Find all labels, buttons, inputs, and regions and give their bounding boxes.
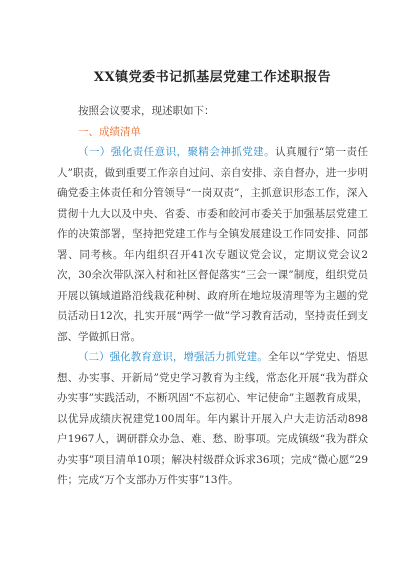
item-1-heading: （一）强化责任意识，聚精会神抓党建。 <box>78 146 276 158</box>
item-2-heading: （二）强化教育意识，增强活力抓党建。 <box>78 351 268 363</box>
opening-paragraph: 按照会议要求，现述职如下： <box>78 105 215 117</box>
paragraph-item-2 <box>57 347 368 491</box>
paragraph-item-1 <box>57 142 368 347</box>
section-heading-achievements: 一、成绩清单 <box>78 125 141 138</box>
document-title: XX镇党委书记抓基层党建工作述职报告 <box>93 70 332 85</box>
item-2-body: 全年以“学党史、悟思想、办实事、开新局”党史学习教育为主线，常态化开展“我为群众办实事”实践活动，不断巩固“不忘初心、牢记使命”主题教育成果，以优异成绩庆祝建党100周年。年内累计开展入户大走访活动898户1967人，调研群众办急、难、愁、盼事项。完成镇级“我为群众办实事”项目清单10项；解决村级群众诉求36项；完成“微心愿”29件；完成“万个支部办万件实事”13件。 <box>57 351 368 486</box>
item-1-body: 认真履行“第一责任人”职责，做到重要工作亲自过问、亲自安排、亲自督办，进一步明确党委主体责任和分管领导“一岗双责”，主抓意识形态工作，深入贯彻十九大以及中央、省委、市委和皎河市委关于加强基层党建工作的决策部署，坚持把党建工作与全镇发展建设工作同安排、同部署、同考核。年内组织召开41次专题议党会议，定期议党会议2次，30余次带队深入村和社区督促落实“三会一课”制度，组织党员开展以镇域道路沿线栽花种树、政府所在地垃圾清理等为主题的党员活动日12次，扎实开展“两学一做”学习教育活动，坚持责任到支部、学做抓日常。 <box>57 146 369 343</box>
